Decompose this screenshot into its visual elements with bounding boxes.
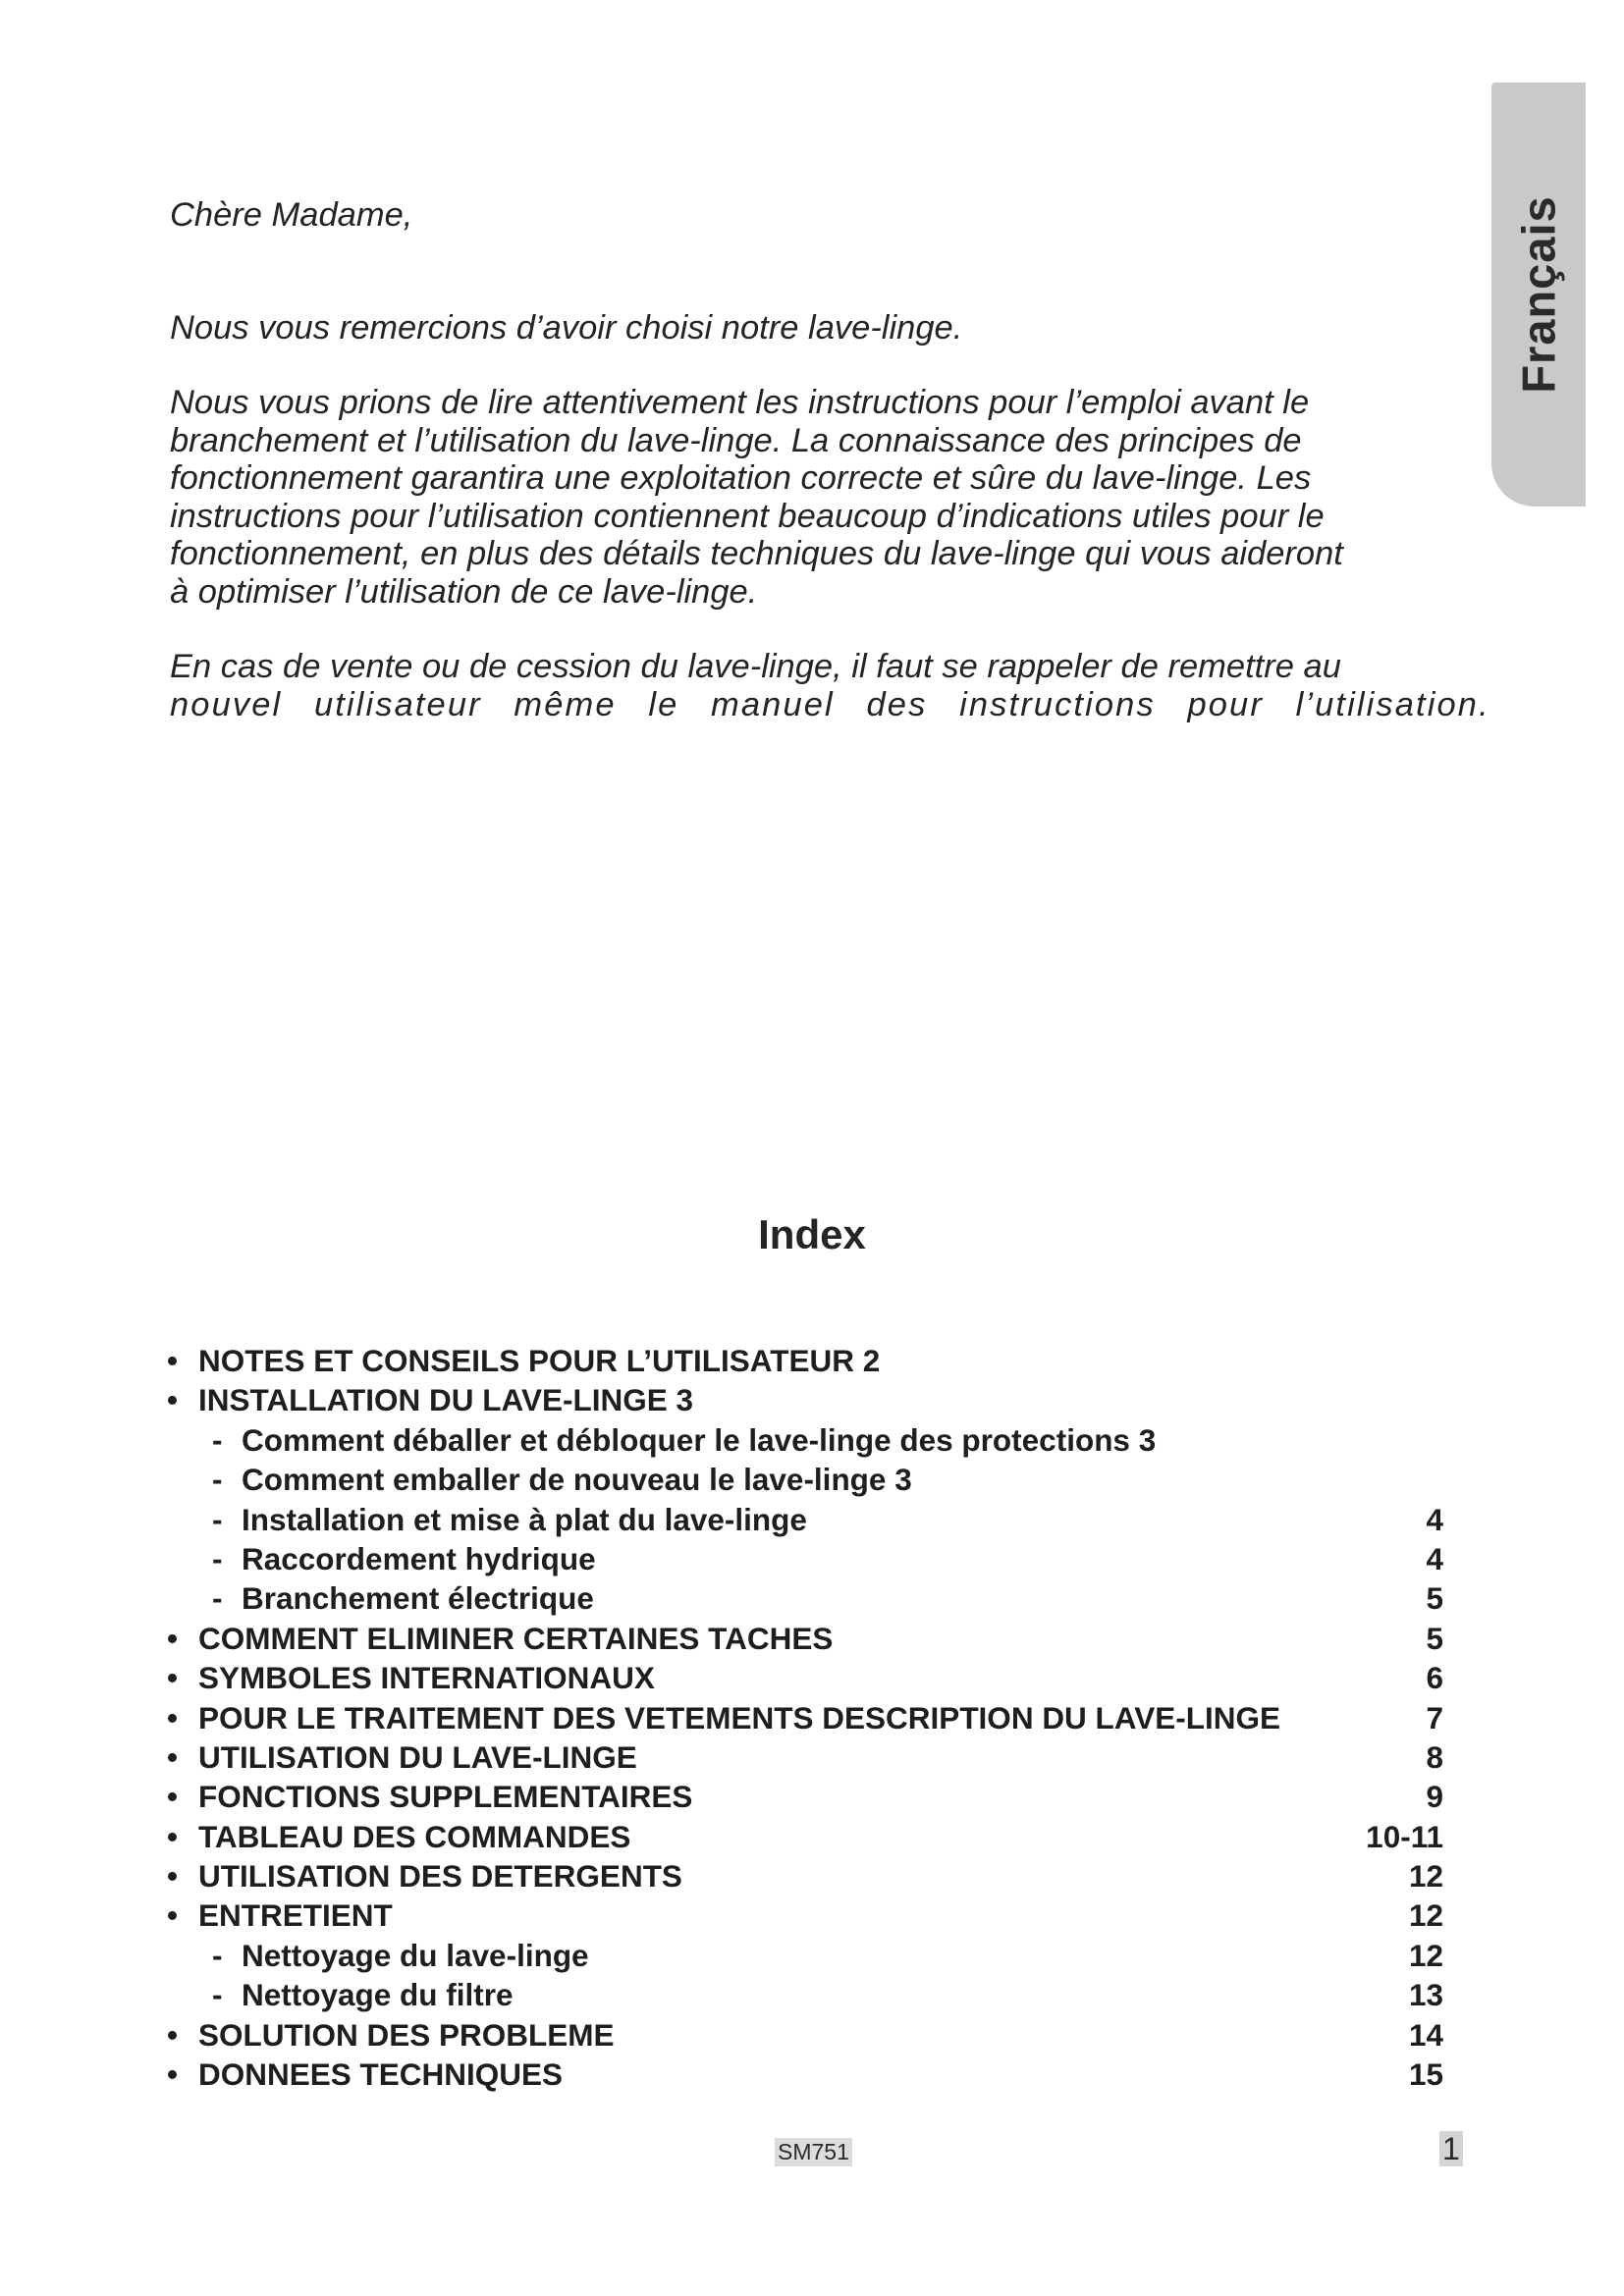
bullet-marker: • (167, 1779, 179, 1815)
toc-page-number: 7 (1426, 1699, 1443, 1735)
toc-label: TABLEAU DES COMMANDES (198, 1818, 631, 1854)
bullet-marker: • (167, 1897, 179, 1934)
toc-page-number: 10-11 (1366, 1818, 1443, 1854)
bullet-marker: • (167, 1818, 179, 1854)
bullet-marker: • (167, 1858, 179, 1895)
letter-paragraph-2-line: instructions pour l’utilisation contiennent beaucoup d’indications utiles pour le (170, 497, 1325, 535)
toc-subitem (167, 1500, 1443, 1539)
letter-paragraph-1: Nous vous remercions d’avoir choisi notre lave-linge. (170, 308, 963, 347)
toc-label: FONCTIONS SUPPLEMENTAIRES (198, 1779, 693, 1815)
toc-subitem (167, 1460, 1443, 1499)
letter-paragraph-2-line: fonctionnement, en plus des détails techniques du lave-linge qui vous aideront (170, 535, 1343, 572)
toc-page-number: 5 (1426, 1580, 1443, 1617)
toc-label: Nettoyage du filtre (242, 1977, 514, 2013)
dash-marker: - (212, 1540, 223, 1576)
toc-item (167, 2055, 1443, 2094)
letter-paragraph-3 (170, 648, 1490, 723)
toc-label: COMMENT ELIMINER CERTAINES TACHES (198, 1620, 834, 1656)
toc-page-number: 14 (1408, 2016, 1443, 2053)
toc-page-number: 13 (1408, 1977, 1443, 2013)
toc-label: SOLUTION DES PROBLEME (198, 2016, 615, 2053)
toc-item (167, 1341, 1443, 1380)
toc-page-number: 6 (1426, 1660, 1443, 1696)
toc-label: POUR LE TRAITEMENT DES VETEMENTS DESCRIPTION DU LAVE-LINGE (198, 1699, 1280, 1735)
toc-item (167, 1777, 1443, 1816)
bullet-marker: • (167, 2016, 179, 2053)
letter-paragraph-2-line: fonctionnement garantira une exploitation correcte et sûre du lave-linge. Les (170, 459, 1312, 497)
dash-marker: - (212, 1421, 223, 1458)
toc-label: Installation et mise à plat du lave-linge (242, 1501, 807, 1537)
dash-marker: - (212, 1462, 223, 1498)
toc-page-number: 4 (1426, 1501, 1443, 1537)
toc-label: Nettoyage du lave-linge (242, 1937, 589, 1973)
toc-page-number: 4 (1426, 1540, 1443, 1576)
toc-subitem (167, 1975, 1443, 2014)
letter-greeting: Chère Madame, (170, 196, 413, 234)
toc-label: Comment emballer de nouveau le lave-linge 3 (242, 1462, 912, 1498)
toc-item (167, 1380, 1443, 1419)
dash-marker: - (212, 1501, 223, 1537)
toc-item (167, 1817, 1443, 1856)
dash-marker: - (212, 1977, 223, 2013)
toc-label: Branchement électrique (242, 1580, 594, 1617)
bullet-marker: • (167, 1660, 179, 1696)
toc-subitem (167, 1420, 1443, 1460)
toc-label: NOTES ET CONSEILS POUR L’UTILISATEUR 2 (198, 1343, 881, 1378)
language-tab (1491, 82, 1586, 507)
bullet-marker: • (167, 1699, 179, 1735)
toc-label: Comment déballer et débloquer le lave-linge des protections 3 (242, 1421, 1157, 1458)
toc-page-number: 8 (1426, 1738, 1443, 1775)
dash-marker: - (212, 1580, 223, 1617)
toc-page-number: 5 (1426, 1620, 1443, 1656)
bullet-marker: • (167, 1620, 179, 1656)
bullet-marker: • (167, 1343, 179, 1378)
bullet-marker: • (167, 1738, 179, 1775)
toc-page-number: 15 (1408, 2056, 1443, 2093)
toc-subitem (167, 1936, 1443, 1975)
toc-item (167, 1698, 1443, 1737)
letter-paragraph-2-line: à optimiser l’utilisation de ce lave-linge. (170, 572, 758, 611)
toc-label: ENTRETIENT (198, 1897, 393, 1934)
bullet-marker: • (167, 1382, 179, 1418)
intro-letter (170, 196, 1490, 723)
letter-paragraph-2 (170, 384, 1490, 611)
letter-paragraph-3-line: nouvel utilisateur même le manuel des instructions pour l’utilisation. (170, 685, 1490, 723)
model-code: SM751 (775, 2138, 852, 2166)
toc-page-number: 12 (1408, 1897, 1443, 1934)
toc-label: UTILISATION DES DETERGENTS (198, 1858, 682, 1895)
toc-label: SYMBOLES INTERNATIONAUX (198, 1660, 655, 1696)
toc-item (167, 1896, 1443, 1935)
letter-paragraph-2-line: branchement et l’utilisation du lave-linge. La connaissance des principes de (170, 421, 1302, 459)
toc-page-number: 9 (1426, 1779, 1443, 1815)
language-tab-label: Français (1512, 195, 1565, 394)
toc-label: UTILISATION DU LAVE-LINGE (198, 1738, 637, 1775)
toc-label: INSTALLATION DU LAVE-LINGE 3 (198, 1382, 693, 1418)
toc-item (167, 1856, 1443, 1896)
table-of-contents (167, 1341, 1443, 2094)
toc-item (167, 1658, 1443, 1697)
toc-page-number: 12 (1408, 1858, 1443, 1895)
bullet-marker: • (167, 2056, 179, 2093)
toc-item (167, 1619, 1443, 1658)
letter-paragraph-3-line: En cas de vente ou de cession du lave-linge, il faut se rappeler de remettre au (170, 648, 1341, 685)
toc-page-number: 12 (1408, 1937, 1443, 1973)
toc-subitem (167, 1578, 1443, 1618)
index-title: Index (758, 1211, 866, 1257)
toc-subitem (167, 1539, 1443, 1578)
letter-paragraph-2-line: Nous vous prions de lire attentivement les instructions pour l’emploi avant le (170, 384, 1310, 421)
toc-item (167, 2015, 1443, 2055)
dash-marker: - (212, 1937, 223, 1973)
toc-label: Raccordement hydrique (242, 1540, 596, 1576)
toc-label: DONNEES TECHNIQUES (198, 2056, 564, 2093)
page-number: 1 (1439, 2131, 1463, 2166)
toc-item (167, 1737, 1443, 1777)
